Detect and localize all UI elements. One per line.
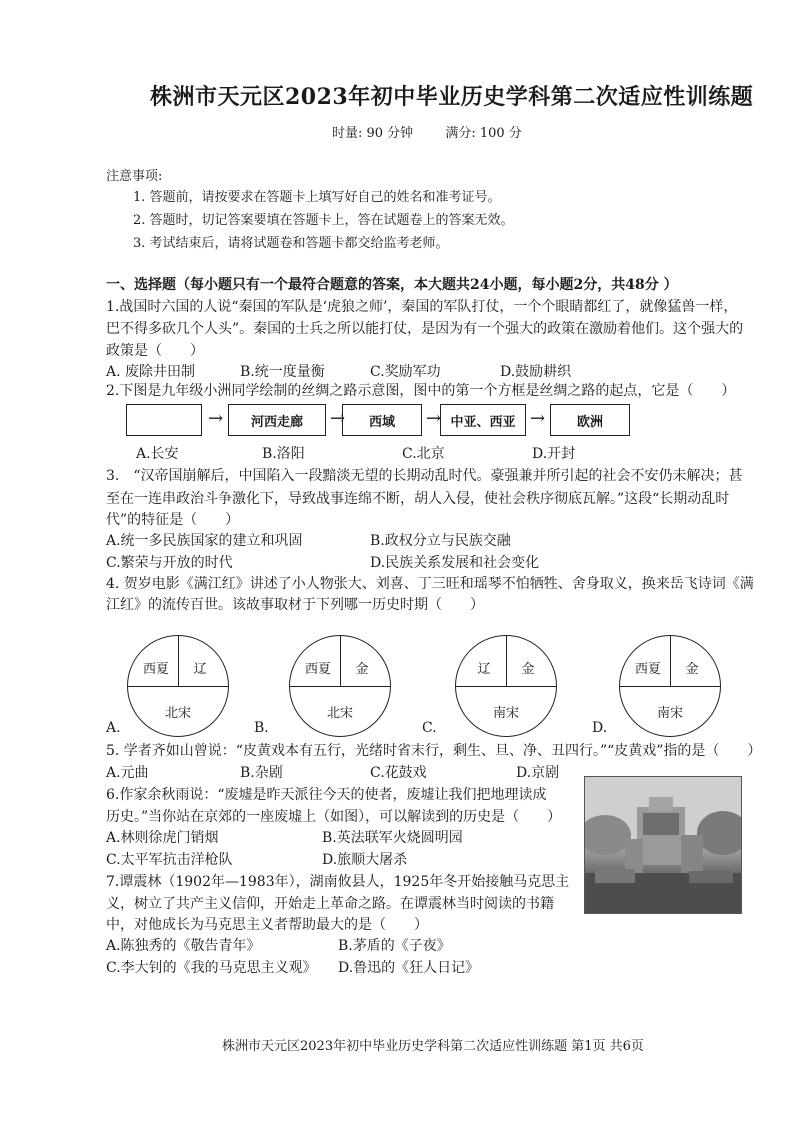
silk-road-start-box bbox=[126, 404, 202, 436]
q3-option-d: D.民族关系发展和社会变化 bbox=[370, 555, 540, 571]
diagram-label: 金 bbox=[355, 662, 369, 677]
diagram-label: 西夏 bbox=[634, 662, 661, 677]
page-title: 株洲市天元区2023年初中毕业历史学科第二次适应性训练题 bbox=[150, 84, 754, 110]
q1-option-c: C.奖励军功 bbox=[370, 364, 441, 380]
question-1-line: 1.战国时六国的人说“秦国的军队是‘虎狼之师’，秦国的军队打仗，一个个眼睛都红了，就像猛兽一样， bbox=[106, 299, 738, 315]
question-4-line: 江红》的流传百世。该故事取材于下列哪一历史时期（ ） bbox=[106, 597, 484, 613]
exam-meta bbox=[332, 122, 550, 141]
question-3-line: 3. “汉帝国崩解后，中国陷入一段黯淡无望的长期动乱时代。豪强兼并所引起的社会不安仍未解决；甚 bbox=[106, 468, 743, 484]
question-3-line: 代”的特征是（ ） bbox=[106, 512, 240, 528]
question-7-line: 义，树立了共产主义信仰，开始走上革命之路。在谭震林当时阅读的书籍 bbox=[106, 896, 554, 912]
q4-diagram-d bbox=[619, 635, 721, 737]
question-6-line: 6.作家余秋雨说：“废墟是昨天派往今天的使者，废墟让我们把地理读成 bbox=[106, 787, 547, 803]
q2-option-c: C.北京 bbox=[402, 446, 445, 462]
arrow-icon: → bbox=[426, 408, 442, 429]
q6-option-d: D.旅顺大屠杀 bbox=[322, 852, 408, 868]
diagram-label: 辽 bbox=[477, 662, 491, 677]
q4-diagram-b bbox=[289, 635, 391, 737]
exam-score: 满分: 100 分 bbox=[445, 126, 522, 141]
q3-option-a: A.统一多民族国家的建立和巩固 bbox=[106, 533, 303, 549]
question-2-stem: 2.下图是九年级小洲同学绘制的丝绸之路示意图，图中的第一个方框是丝绸之路的起点，它是（ ） bbox=[106, 383, 736, 399]
q5-option-c: C.花鼓戏 bbox=[370, 765, 427, 781]
question-5-stem: 5. 学者齐如山曾说：“皮黄戏本有五行，光绪时省末行，剩生、旦、净、丑四行。”“皮黄戏”指的是（ ） bbox=[106, 743, 762, 759]
q1-option-b: B.统一度量衡 bbox=[240, 364, 325, 380]
q3-option-b: B.政权分立与民族交融 bbox=[370, 533, 511, 549]
diagram-label: 辽 bbox=[193, 662, 207, 677]
ruins-photo bbox=[584, 776, 742, 914]
silk-road-box-xiyu: 西域 bbox=[342, 404, 422, 436]
diagram-label: 南宋 bbox=[656, 706, 683, 721]
question-4-line: 4. 贺岁电影《满江红》讲述了小人物张大、刘喜、丁三旺和瑶琴不怕牺牲、舍身取义，换来岳飞诗词《满 bbox=[106, 576, 754, 592]
diagram-label: 金 bbox=[521, 662, 535, 677]
q4-diagram-a bbox=[127, 635, 229, 737]
q7-option-c: C.李大钊的《我的马克思主义观》 bbox=[106, 960, 317, 976]
notice-item: 2. 答题时，切记答案要填在答题卡上，答在试题卷上的答案无效。 bbox=[133, 213, 514, 228]
silk-road-box-central-asia: 中亚、西亚 bbox=[440, 404, 526, 436]
q6-option-c: C.太平军抗击洋枪队 bbox=[106, 852, 233, 868]
notice-item: 1. 答题前，请按要求在答题卡上填写好自己的姓名和准考证号。 bbox=[133, 190, 501, 205]
diagram-label: 金 bbox=[685, 662, 699, 677]
q5-option-d: D.京剧 bbox=[516, 765, 560, 781]
q7-option-d: D.鲁迅的《狂人日记》 bbox=[338, 960, 480, 976]
silk-road-box-hexi: 河西走廊 bbox=[228, 404, 326, 436]
notice-item: 3. 考试结束后，请将试题卷和答题卡都交给监考老师。 bbox=[133, 236, 449, 251]
silk-road-box-europe: 欧洲 bbox=[550, 404, 630, 436]
q1-option-d: D.鼓励耕织 bbox=[500, 364, 572, 380]
q7-option-a: A.陈独秀的《敬告青年》 bbox=[106, 938, 261, 954]
page-footer: 株洲市天元区2023年初中毕业历史学科第二次适应性训练题 第1页 共6页 bbox=[222, 1039, 644, 1054]
q5-option-b: B.杂剧 bbox=[240, 765, 283, 781]
diagram-label: 西夏 bbox=[304, 662, 331, 677]
question-6-line: 历史。”当你站在京郊的一座废墟上（如图），可以解读到的历史是（ ） bbox=[106, 809, 562, 825]
q4-option-d: D. bbox=[592, 720, 608, 736]
q2-option-d: D.开封 bbox=[532, 446, 576, 462]
q4-diagram-c bbox=[455, 635, 557, 737]
arrow-icon: → bbox=[530, 408, 546, 429]
ruins-illustration bbox=[585, 777, 741, 913]
diagram-label: 南宋 bbox=[492, 706, 519, 721]
exam-time: 时量: 90 分钟 bbox=[332, 126, 414, 141]
q5-option-a: A.元曲 bbox=[106, 765, 149, 781]
diagram-label: 西夏 bbox=[142, 662, 169, 677]
q4-option-c: C. bbox=[422, 720, 437, 736]
diagram-label: 北宋 bbox=[326, 706, 353, 721]
q7-option-b: B.茅盾的《子夜》 bbox=[338, 938, 451, 954]
diagram-label: 北宋 bbox=[164, 706, 191, 721]
notice-heading: 注意事项: bbox=[106, 169, 163, 184]
question-7-line: 中，对他成长为马克思主义者帮助最大的是（ ） bbox=[106, 917, 428, 933]
q6-option-b: B.英法联军火烧圆明园 bbox=[322, 830, 463, 846]
q4-option-a: A. bbox=[106, 720, 121, 736]
question-3-line: 至在一连串政治斗争激化下，导致战事连绵不断，胡人入侵，使社会秩序彻底瓦解。”这段“长期动乱时 bbox=[106, 491, 730, 507]
q1-option-a: A. 废除井田制 bbox=[106, 364, 196, 380]
arrow-icon: → bbox=[208, 408, 224, 429]
q2-option-a: A.长安 bbox=[136, 446, 179, 462]
q4-option-b: B. bbox=[254, 720, 269, 736]
question-1-line: 政策是（ ） bbox=[106, 343, 204, 359]
section-heading: 一、选择题（每小题只有一个最符合题意的答案，本大题共24小题，每小题2分，共48分 ） bbox=[106, 277, 678, 293]
q6-option-a: A.林则徐虎门销烟 bbox=[106, 830, 219, 846]
q3-option-c: C.繁荣与开放的时代 bbox=[106, 555, 233, 571]
q2-option-b: B.洛阳 bbox=[262, 446, 305, 462]
arrow-icon: → bbox=[330, 408, 346, 429]
question-7-line: 7.谭震林（1902年—1983年），湖南攸县人，1925年冬开始接触马克思主 bbox=[106, 874, 570, 890]
question-1-line: 巴不得多砍几个人头”。秦国的士兵之所以能打仗，是因为有一个强大的政策在激励着他们。这个强大的 bbox=[106, 321, 744, 337]
